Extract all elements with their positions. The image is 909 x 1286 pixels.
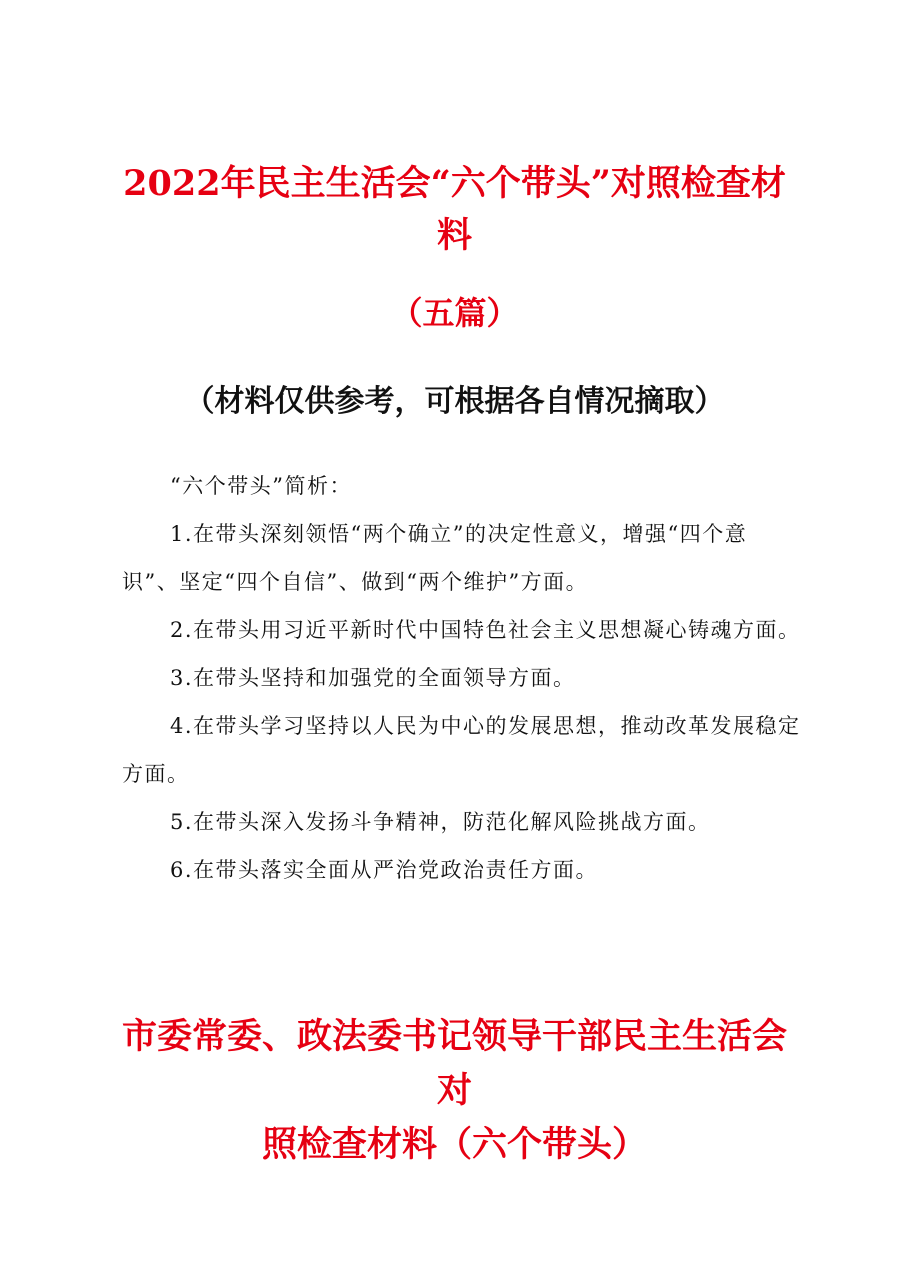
document-body — [122, 462, 802, 894]
list-item: 3.在带头坚持和加强党的全面领导方面。 — [170, 666, 576, 690]
document-title-line1: 2022年民主生活会“六个带头”对照检查材 — [123, 163, 786, 204]
second-document-title — [110, 1010, 799, 1172]
list-item: 5.在带头深入发扬斗争精神，防范化解风险挑战方面。 — [170, 810, 711, 834]
document-title — [110, 158, 799, 262]
reference-note: （材料仅供参考，可根据各自情况摘取） — [184, 384, 725, 419]
second-title-line1: 市委常委、政法委书记领导干部民主生活会对 — [121, 1016, 787, 1111]
intro-heading: “六个带头”简析： — [170, 474, 352, 498]
list-item: 2.在带头用习近平新时代中国特色社会主义思想凝心铸魂方面。 — [170, 618, 801, 642]
list-item: 6.在带头落实全面从严治党政治责任方面。 — [170, 858, 599, 882]
document-count-subtitle: （五篇） — [390, 294, 519, 332]
document-title-line2: 料 — [436, 215, 472, 256]
list-item: 1.在带头深刻领悟“两个确立”的决定性意义，增强“四个意识”、坚定“四个自信”、做到“两个维护”方面。 — [122, 522, 748, 594]
list-item: 4.在带头学习坚持以人民为中心的发展思想，推动改革发展稳定方面。 — [122, 714, 801, 786]
second-title-line2: 照检查材料（六个带头） — [261, 1124, 647, 1165]
